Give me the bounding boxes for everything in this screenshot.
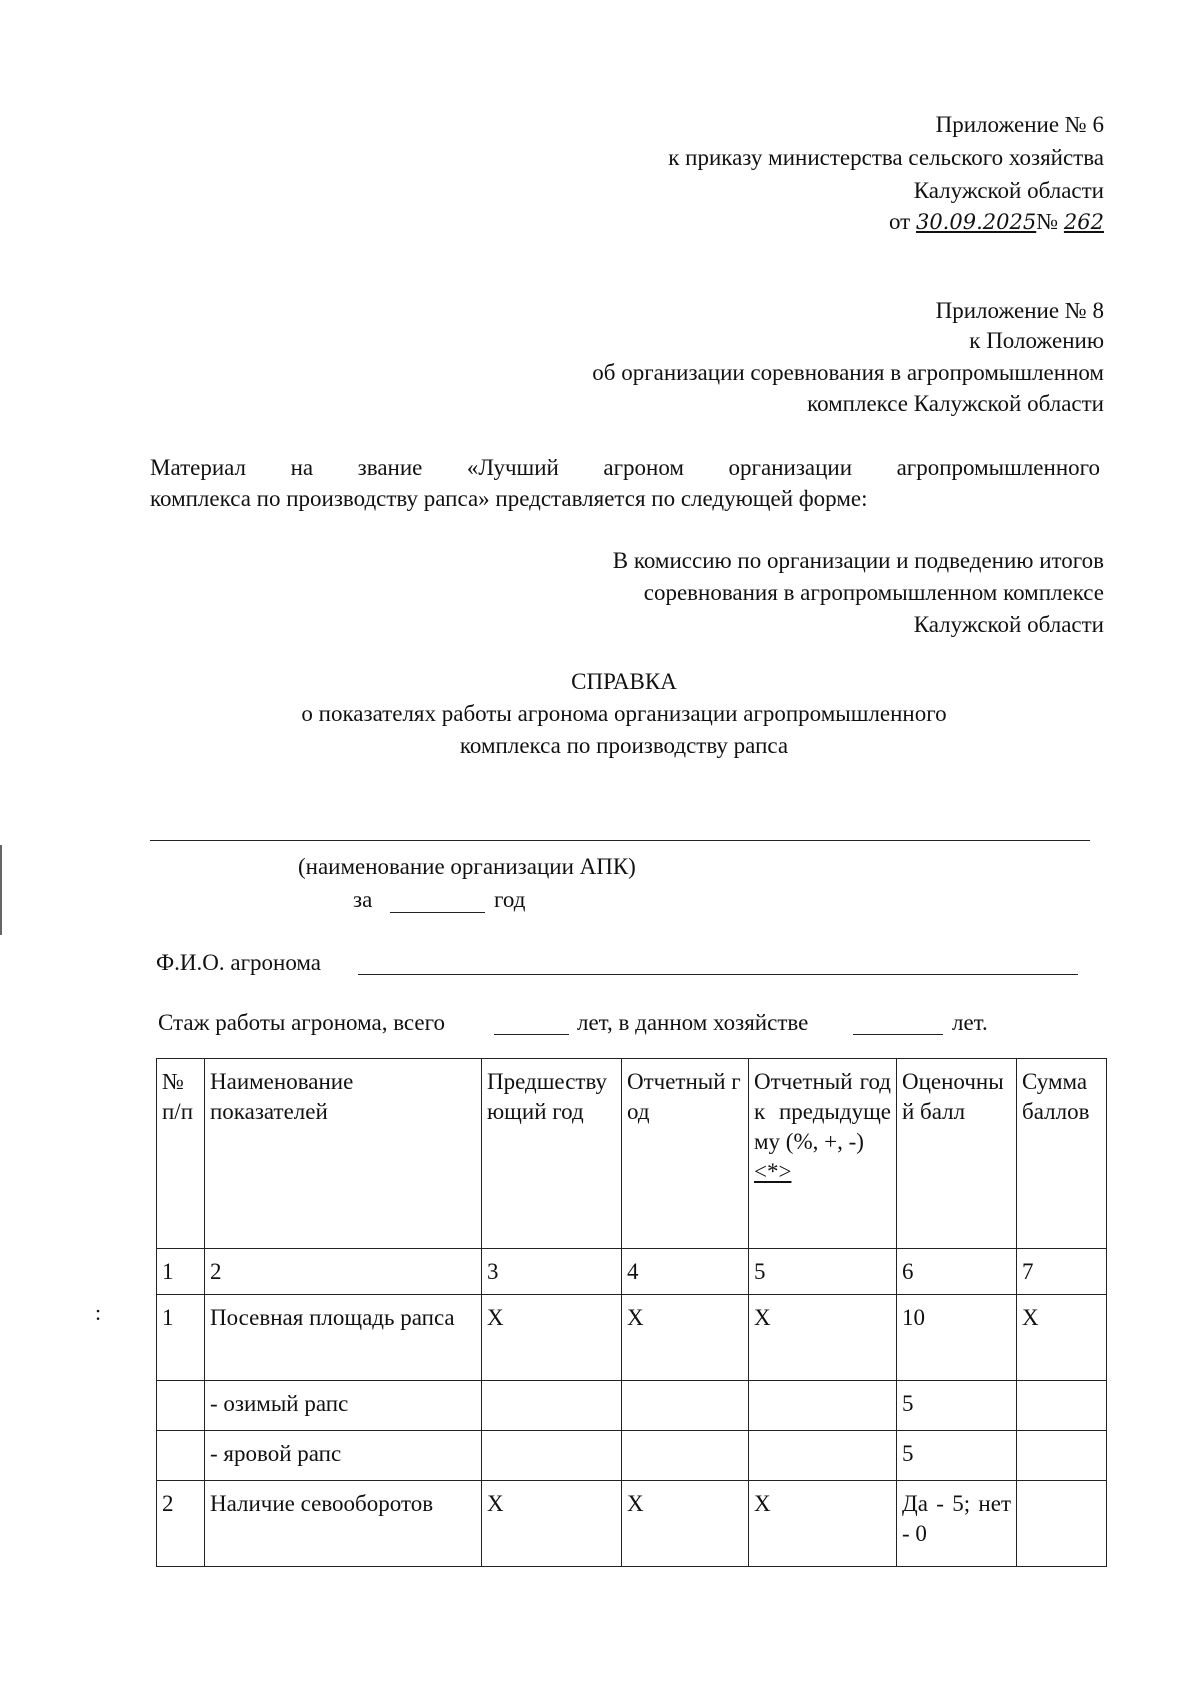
row-2-previous (482, 1381, 622, 1431)
col-number-6: 6 (897, 1249, 1017, 1295)
row-3-number (157, 1431, 205, 1481)
year-suffix: год (494, 887, 526, 912)
row-4-comparison: Х (749, 1481, 897, 1567)
header-previous-year: Предшествующий год (482, 1059, 622, 1249)
header-comparison-note: <*> (754, 1158, 792, 1184)
header-indicator-name: Наименование показателей (205, 1059, 482, 1249)
row-2-score: 5 (897, 1381, 1017, 1431)
fio-blank (358, 974, 1078, 975)
indicators-table (156, 1058, 1107, 1567)
year-prefix: за (353, 887, 373, 912)
date-prefix: от (888, 209, 911, 234)
table-row (157, 1295, 1107, 1381)
row-1-number: 1 (157, 1295, 205, 1381)
col-number-2: 2 (205, 1249, 482, 1295)
experience-mid: лет, в данном хозяйстве (577, 1010, 809, 1035)
row-3-previous (482, 1431, 622, 1481)
header-number: № п/п (157, 1059, 205, 1249)
header-reporting-year: Отчетный год (622, 1059, 749, 1249)
margin-mark: : (95, 1300, 102, 1325)
col-number-3: 3 (482, 1249, 622, 1295)
row-4-number: 2 (157, 1481, 205, 1567)
document-subtitle-1: о показателях работы агронома организации агропромышленного (301, 701, 947, 726)
header-comparison (749, 1059, 897, 1249)
row-2-sum (1017, 1381, 1107, 1431)
experience-farm-blank (853, 1034, 943, 1035)
appendix-8-regulation: к Положению (969, 328, 1104, 353)
row-3-sum (1017, 1431, 1107, 1481)
number-prefix: № (1036, 209, 1059, 234)
appendix-6-region: Калужской области (913, 178, 1104, 203)
row-4-score: Да - 5; нет - 0 (897, 1481, 1017, 1567)
table-row (157, 1381, 1107, 1431)
header-score-sum: Сумма баллов (1017, 1059, 1107, 1249)
table-numbering-row (157, 1249, 1107, 1295)
recipient-line-3: Калужской области (913, 612, 1104, 637)
row-4-reporting: Х (622, 1481, 749, 1567)
recipient-line-2: соревнования в агропромышленном комплексе (643, 580, 1104, 605)
col-number-7: 7 (1017, 1249, 1107, 1295)
appendix-8-complex: комплексе Калужской области (807, 391, 1104, 416)
document-title: СПРАВКА (571, 669, 677, 694)
row-2-comparison (749, 1381, 897, 1431)
experience-prefix: Стаж работы агронома, всего (158, 1010, 445, 1035)
document-subtitle-2: комплекса по производству рапса (459, 733, 789, 758)
table-row (157, 1481, 1107, 1567)
col-number-5: 5 (749, 1249, 897, 1295)
col-number-1: 1 (157, 1249, 205, 1295)
row-3-name: - яровой рапс (205, 1431, 482, 1481)
row-3-score: 5 (897, 1431, 1017, 1481)
experience-suffix: лет. (952, 1010, 988, 1035)
fio-label: Ф.И.О. агронома (156, 950, 322, 975)
intro-line-2: комплекса по производству рапса» представляется по следующей форме: (150, 486, 868, 511)
appendix-8-title: Приложение № 8 (935, 298, 1104, 323)
row-2-number (157, 1381, 205, 1431)
appendix-6-title: Приложение № 6 (935, 112, 1104, 137)
row-2-name: - озимый рапс (205, 1381, 482, 1431)
experience-total-blank (494, 1034, 569, 1035)
org-name-caption: (наименование организации АПК) (298, 854, 636, 879)
row-1-sum: Х (1017, 1295, 1107, 1381)
appendix-8-subject: об организации соревнования в агропромышленном (592, 360, 1104, 385)
recipient-line-1: В комиссию по организации и подведению итогов (612, 548, 1104, 573)
order-number: 262 (1063, 210, 1104, 234)
appendix-6-date-line (889, 209, 1104, 235)
row-4-name: Наличие севооборотов (205, 1481, 482, 1567)
row-1-previous: Х (482, 1295, 622, 1381)
row-2-reporting (622, 1381, 749, 1431)
row-3-comparison (749, 1431, 897, 1481)
row-3-reporting (622, 1431, 749, 1481)
row-1-reporting: Х (622, 1295, 749, 1381)
row-1-score: 10 (897, 1295, 1017, 1381)
year-blank (390, 912, 485, 913)
row-1-name: Посевная площадь рапса (205, 1295, 482, 1381)
scan-edge-mark (0, 845, 2, 935)
header-comparison-text: Отчетный год к предыдущему (%, +, -) (754, 1069, 891, 1154)
row-4-previous: Х (482, 1481, 622, 1567)
intro-line-1: Материал на звание «Лучший агроном организации агропромышленного (150, 455, 1100, 480)
row-4-sum (1017, 1481, 1107, 1567)
date-value: 30.09.2025 (915, 210, 1037, 234)
table-header-row (157, 1059, 1107, 1249)
org-name-line (150, 840, 1090, 841)
col-number-4: 4 (622, 1249, 749, 1295)
appendix-6-order: к приказу министерства сельского хозяйства (668, 145, 1104, 170)
table-row (157, 1431, 1107, 1481)
row-1-comparison: Х (749, 1295, 897, 1381)
header-score: Оценочный балл (897, 1059, 1017, 1249)
